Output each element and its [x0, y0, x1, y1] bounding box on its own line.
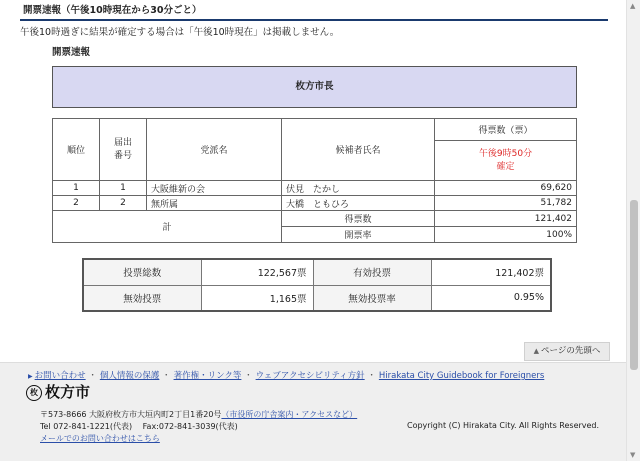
valid-votes-summary-value: 121,402票 [431, 259, 551, 285]
row-candidate: 大橋 ともひろ [282, 196, 435, 211]
scroll-up-icon[interactable]: ▲ [630, 2, 636, 10]
footer-address [40, 409, 357, 420]
city-emblem-icon: 枚 [26, 385, 42, 401]
invalid-votes-value: 1,165票 [201, 285, 313, 311]
site-footer [0, 362, 626, 461]
table-row [53, 181, 577, 196]
footer-link-contact[interactable]: お問い合わせ [34, 371, 86, 381]
footer-link-accessibility[interactable]: ウェブアクセシビリティ方針 [255, 371, 365, 381]
count-status: 午後9時50分 確定 [435, 141, 577, 181]
footer-links: ▶ お問い合わせ ・ 個人情報の保護 ・ 著作権・リンク等 ・ ウェブアクセシビリティ方針 ・ Hirakata City Guidebook for Foreigners [28, 371, 545, 381]
address-text: 〒573-8666 大阪府枚方市大垣内町2丁目1番20号 [40, 410, 222, 419]
col-party: 党派名 [147, 119, 282, 181]
col-filing-no: 届出 番号 [100, 119, 147, 181]
report-sub-heading: 開票速報 [52, 47, 91, 58]
invalid-votes-label: 無効投票 [83, 285, 201, 311]
map-link[interactable]: （市役所の庁舎案内・アクセスなど） [221, 410, 358, 419]
report-heading: 開票速報（午後10時現在から30分ごと） [20, 2, 608, 21]
summary-table [82, 258, 552, 312]
row-votes: 69,620 [435, 181, 577, 196]
office-title: 枚方市長 [52, 66, 577, 108]
col-votes: 得票数（票） [435, 119, 577, 141]
city-logo-text: 枚方市 [45, 383, 91, 401]
col-candidate: 候補者氏名 [282, 119, 435, 181]
city-logo[interactable] [26, 381, 90, 402]
footer-link-privacy[interactable]: 個人情報の保護 [99, 371, 160, 381]
row-votes: 51,782 [435, 196, 577, 211]
invalid-rate-label: 無効投票率 [313, 285, 431, 311]
mail-contact-link[interactable]: メールでのお問い合わせはこちら [40, 434, 160, 443]
table-row [53, 196, 577, 211]
page-top-button[interactable] [524, 342, 610, 361]
count-rate-label: 開票率 [282, 227, 435, 243]
footer-link-copyright[interactable]: 著作権・リンク等 [173, 371, 242, 381]
total-votes-label: 投票総数 [83, 259, 201, 285]
scroll-down-icon[interactable]: ▼ [630, 451, 636, 459]
results-table [52, 118, 577, 243]
row-candidate: 伏見 たかし [282, 181, 435, 196]
page-top-label: ページの先頭へ [541, 346, 601, 356]
valid-votes-summary-label: 有効投票 [313, 259, 431, 285]
footer-tel: Tel 072-841-1221(代表) Fax:072-841-3039(代表) [40, 422, 238, 431]
col-rank: 順位 [53, 119, 100, 181]
triangle-up-icon: ▲ [533, 347, 540, 355]
count-rate-value: 100% [435, 227, 577, 243]
vertical-scrollbar[interactable] [626, 0, 640, 461]
footer-link-guidebook[interactable]: Hirakata City Guidebook for Foreigners [378, 371, 545, 381]
row-party: 無所属 [147, 196, 282, 211]
arrow-right-icon: ▶ [28, 373, 33, 380]
copyright: Copyright (C) Hirakata City. All Rights Reserved. [407, 421, 600, 430]
total-label: 計 [53, 211, 282, 243]
valid-votes-label: 得票数 [282, 211, 435, 227]
row-filing-no: 2 [100, 196, 147, 211]
valid-votes-value: 121,402 [435, 211, 577, 227]
row-rank: 1 [53, 181, 100, 196]
report-note: 午後10時過ぎに結果が確定する場合は「午後10時現在」は掲載しません。 [20, 27, 340, 38]
invalid-rate-value: 0.95% [431, 285, 551, 311]
row-filing-no: 1 [100, 181, 147, 196]
row-rank: 2 [53, 196, 100, 211]
row-party: 大阪維新の会 [147, 181, 282, 196]
total-votes-value: 122,567票 [201, 259, 313, 285]
scrollbar-thumb[interactable] [630, 200, 638, 370]
